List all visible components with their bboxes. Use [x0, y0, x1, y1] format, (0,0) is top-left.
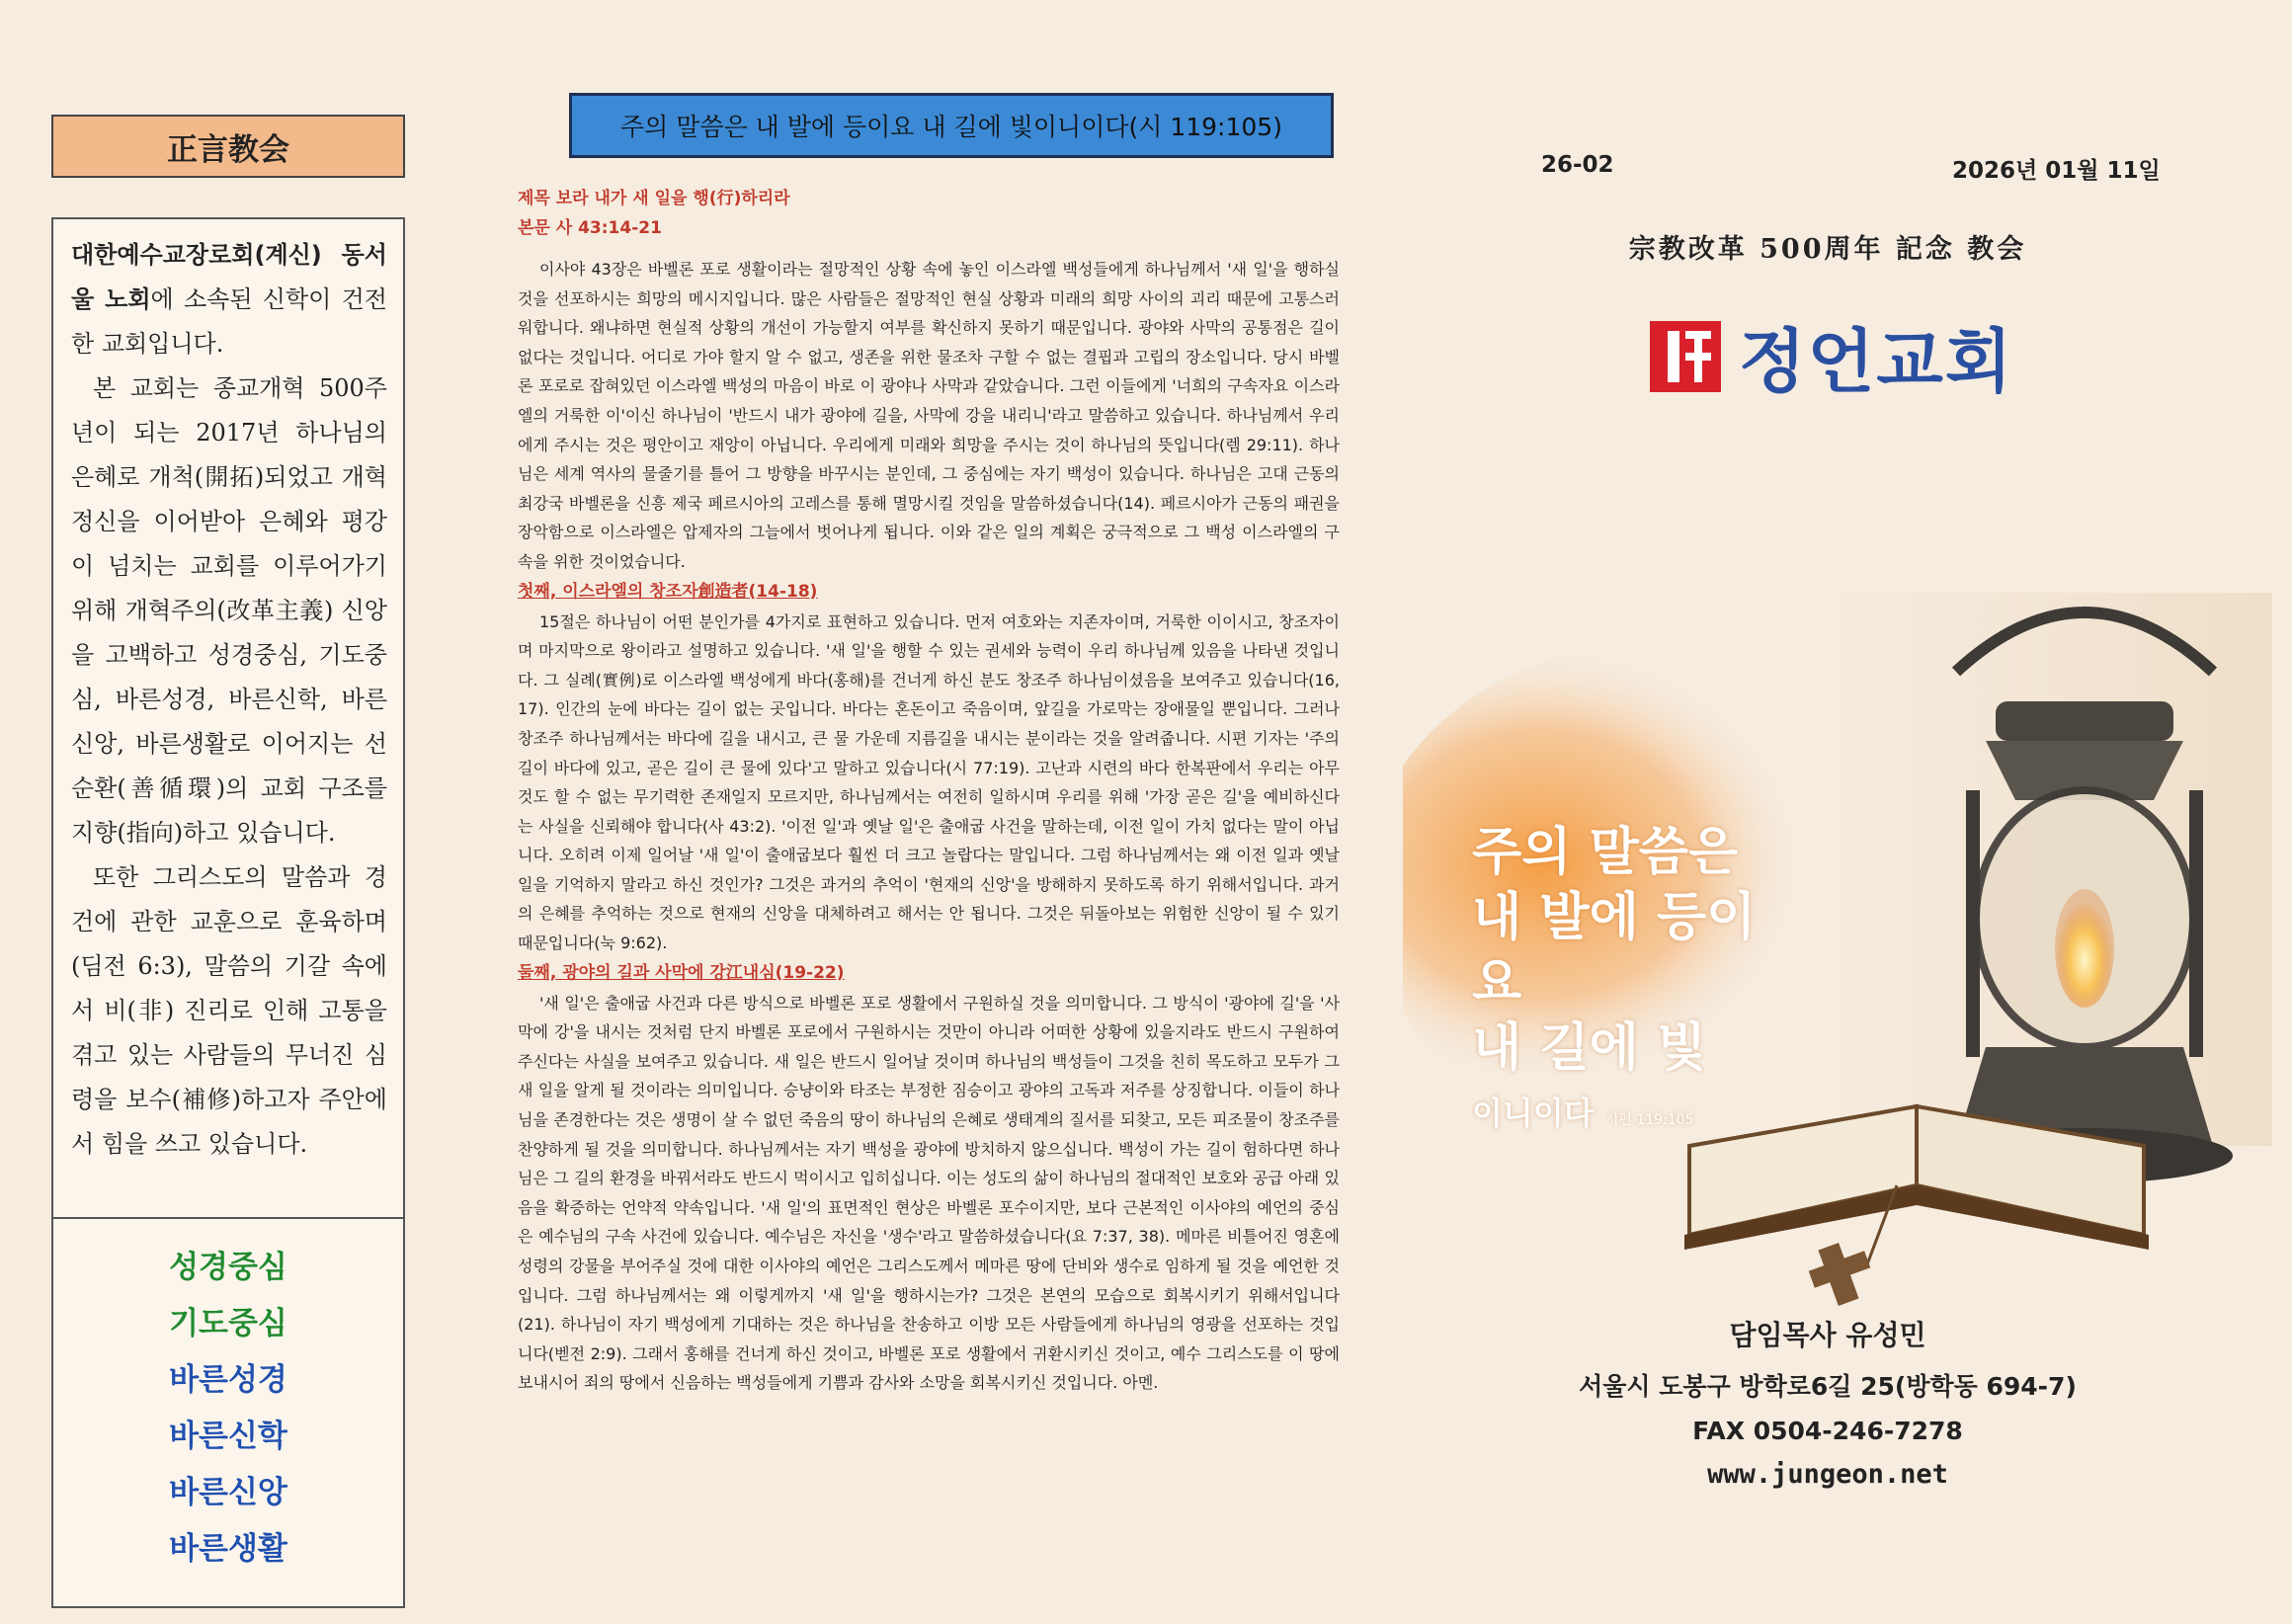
verse-line: 내 길에 빛	[1472, 1018, 1707, 1078]
church-intro-text	[71, 233, 387, 1167]
presbytery-name: 대한예수교장로회(계신) 동서울 노회	[71, 241, 387, 313]
sermon-panel	[504, 89, 1344, 1600]
fax-number: FAX 0504-246-7278	[1692, 1417, 1963, 1445]
church-logo-icon	[1650, 321, 1721, 392]
issue-number: 26-02	[1541, 152, 1614, 178]
church-logo	[1650, 306, 2013, 406]
section-text-2: '새 일'은 출애굽 사건과 다른 방식으로 바벨론 포로 생활에서 구원하실 것을 의미합니다. 그 방식이 '광야에 길'을 '사막에 강'을 내시는 것처럼 단지 바벨론 포로에서 구원하시는 것만이 아니라 어떠한 상황에 있을지라도 반드시 구원하여 주신다는 사실을 보여주고 있습니다. 새 일은 반드시 일어날 것이며 하나님의 백성들이 그것을 친히 목도하고 모두가 그 새 일을 알게 될 것이라는 의미입니다. 승냥이와 타조는 부정한 짐승이고 광야의 고독과 저주를 상징합니다. 이들이 하나님을 존경한다는 것은 생명이 살 수 없던 죽음의 땅이 하나님의 은혜로 생태계의 질서를 되찾고, 모든 피조물이 창조주를 찬양하게 될 것을 의미합니다. 하나님께서는 자기 백성을 광야에 방치하지 않으십니다. 백성이 가는 길이 험하다면 하나님은 그 길의 환경을 바꿔서라도 반드시 먹이시고 입히십니다. 이는 성도의 삶이 하나님의 절대적인 보호와 공급 아래 있음을 확증하는 언약적 약속입니다. '새 일'의 표면적인 현상은 바벨론 포수이지만, 보다 근본적인 이사야의 예언의 중심은 예수님의 구속 사건에 있습니다. 예수님은 자신을 '생수'라고 말씀하셨습니다(요 7:37, 38). 메마른 비틀어진 영혼에 성령의 강물을 부어주실 것에 대한 이사야의 예언은 그리스도께서 메마른 땅에 단비와 생수로 임하게 될 것을 예언한 것입니다. 그럼 하나님께서는 왜 이렇게까지 '새 일'을 행하시는가? 그것은 본연의 모습으로 회복시키기 위해서입니다(21). 하나님이 자기 백성에게 기대하는 것은 하나님을 찬송하고 이방 모든 사람들에게 하나님의 영광을 선포하는 것입니다(벧전 2:9). 그래서 홍해를 건너게 하신 것이고, 바벨론 포로 생활에서 귀환시키신 것이고, 예수 그리스도를 이 땅에 보내시어 죄의 땅에서 신음하는 백성들에게 기쁨과 감사와 소망을 회복시키신 것입니다. 아멘.	[518, 993, 1340, 1393]
verse-line	[1472, 1081, 1788, 1153]
sermon-body	[518, 255, 1340, 1398]
section-heading-1: 첫째, 이스라엘의 창조자創造者(14-18)	[518, 581, 818, 602]
section-heading-2: 둘째, 광야의 길과 사막에 강江내심(19-22)	[518, 962, 845, 983]
verse-reference: 시편 119:105	[1604, 1112, 1694, 1128]
church-name-logo-text: 정언교회	[1739, 321, 2014, 402]
core-value-item: 바른신앙	[169, 1475, 287, 1510]
intro-paragraph: 본 교회는 종교개혁 500주년이 되는 2017년 하나님의 은혜로 개척(開拓)되었고 개혁정신을 이어받아 은혜와 평강이 넘치는 교회를 이루어가기 위해 개혁주의(改革主義) 신앙을 고백하고 성경중심, 기도중심, 바른성경, 바른신학, 바른신앙, 바른생활로 이어지는 선순환(善循環)의 교회 구조를 지향(指向)하고 있습니다.	[71, 374, 387, 847]
sermon-scripture: 본문 사 43:14-21	[518, 218, 662, 238]
core-values-list	[53, 1242, 403, 1580]
church-contact-info	[1383, 1314, 2272, 1490]
sermon-meta	[518, 184, 790, 243]
core-value-item: 바른성경	[169, 1362, 287, 1398]
intro-text-1: 에 소속된 신학이 건전한 교회입니다.	[71, 285, 387, 358]
verse-banner: 주의 말씀은 내 발에 등이요 내 길에 빛이니이다(시 119:105)	[569, 93, 1334, 158]
left-panel	[30, 99, 415, 1567]
cover-panel	[1383, 119, 2272, 1610]
section-divider	[53, 1217, 403, 1219]
core-value-item: 성경중심	[169, 1250, 287, 1285]
church-website: www.jungeon.net	[1707, 1459, 1948, 1490]
church-name-tag: 正言教会	[51, 115, 405, 178]
intro-paragraph: 또한 그리스도의 말씀과 경건에 관한 교훈으로 훈육하며(딤전 6:3), 말씀의 기갈 속에서 비(非) 진리로 인해 고통을 겪고 있는 사람들의 무너진 심령을 보수(補修)하고자 주안에서 힘을 쓰고 있습니다.	[71, 863, 387, 1158]
church-intro-box	[51, 217, 405, 1608]
church-address: 서울시 도봉구 방학로6길 25(방학동 694-7)	[1579, 1372, 2077, 1401]
section-text-1: 15절은 하나님이 어떤 분인가를 4가지로 표현하고 있습니다. 먼저 여호와는 지존자이며, 거룩한 이이시고, 창조자이며 마지막으로 왕이라고 설명하고 있습니다. '새 일'을 행할 수 있는 권세와 능력이 우리 하나님께 있음을 나타낸 것입니다. 그 실례(實例)로 이스라엘 백성에게 바다(홍해)를 건너게 하신 분도 창조주 하나님이셨음을 보여주고 있습니다(16, 17). 인간의 눈에 바다는 길이 없는 곳입니다. 바다는 혼돈이고 죽음이며, 앞길을 가로막는 장애물일 뿐입니다. 그러나 창조주 하나님께서는 바다에 길을 내시고, 큰 물 가운데 지름길을 내시는 분이라는 것을 알려줍니다. 시편 기자는 '주의 길이 바다에 있고, 곧은 길이 큰 물에 있다'고 말하고 있습니다(시 77:19). 고난과 시련의 바다 한복판에서 우리는 아무 것도 할 수 없는 무기력한 존재일지 모르지만, 하나님께서는 여전히 일하시며 우리를 위해 '가장 곧은 길'을 예비하신다는 사실을 신뢰해야 합니다(사 43:2). '이전 일'과 옛날 일'은 출애굽 사건을 말하는데, 이전 일이 가치 없다는 말이 아닙니다. 오히려 이제 일어날 '새 일'이 출애굽보다 훨씬 더 크고 놀랍다는 말입니다. 그럼 하나님께서는 왜 이전 일과 옛날 일을 기억하지 말라고 하신 것인가? 그것은 과거의 추억이 '현재의 신앙'을 방해하지 못하도록 하기 위해서입니다. 과거의 은혜를 추억하는 것으로 현재의 신앙을 대체하려고 해서는 안 됩니다. 그것은 뒤돌아보는 위험한 신앙이 될 수 있기 때문입니다(눅 9:62).	[518, 611, 1340, 953]
intro-paragraph	[71, 233, 387, 366]
core-value-item: 바른신학	[169, 1419, 287, 1454]
verse-line: 내 발에 등이요	[1472, 888, 1757, 1013]
pastor-name: 담임목사 유성민	[1729, 1319, 1926, 1351]
verse-line: 주의 말씀은	[1472, 823, 1739, 882]
verse-line-end: 이니이다	[1472, 1095, 1595, 1132]
core-value-item: 기도중심	[169, 1306, 287, 1341]
sermon-intro: 이사야 43장은 바벨론 포로 생활이라는 절망적인 상황 속에 놓인 이스라엘 백성들에게 하나님께서 '새 일'을 행하실 것을 선포하시는 희망의 메시지입니다. 많은 사람들은 절망적인 현실 상황과 미래의 희망 사이의 괴리 때문에 고통스러워합니다. 왜냐하면 현실적 상황의 개선이 가능할지 여부를 확신하지 못하기 때문입니다. 광야와 사막의 공통점은 길이 없다는 것입니다. 어디로 가야 할지 알 수 없고, 생존을 위한 물조차 구할 수 없는 결핍과 고립의 장소입니다. 당시 바벨론 포로로 잡혀있던 이스라엘 백성의 마음이 바로 이 광야나 사막과 같았습니다. 그런 이들에게 '너희의 구속자요 이스라엘의 거룩한 이'이신 하나님이 '반드시 내가 광야에 길을, 사막에 강을 내리니'라고 말씀하고 있습니다. 하나님께서 우리에게 주시는 것은 평안이고 재앙이 아닙니다. 우리에게 미래와 희망을 주시는 것이 하나님의 뜻입니다(렘 29:11). 하나님은 세계 역사의 물줄기를 틀어 그 방향을 바꾸시는 분인데, 그 중심에는 자기 백성이 있습니다. 하나님은 고대 근동의 최강국 바벨론을 신흥 제국 페르시아의 고레스를 통해 멸망시킬 것임을 말씀하셨습니다(14). 페르시아가 근동의 패권을 장악함으로 이스라엘은 압제자의 그늘에서 벗어나게 됩니다. 이와 같은 일의 계획은 궁극적으로 그 백성 이스라엘의 구속을 위한 것이었습니다.	[518, 260, 1340, 571]
issue-date: 2026년 01월 11일	[1952, 158, 2161, 184]
illustration-verse	[1472, 820, 1788, 1153]
anniversary-motto: 宗教改革 500周年 記念 教会	[1628, 234, 2027, 265]
core-value-item: 바른생활	[169, 1531, 287, 1567]
sermon-title: 제목 보라 내가 새 일을 행(行)하리라	[518, 189, 790, 208]
lantern-bible-illustration	[1403, 553, 2272, 1324]
